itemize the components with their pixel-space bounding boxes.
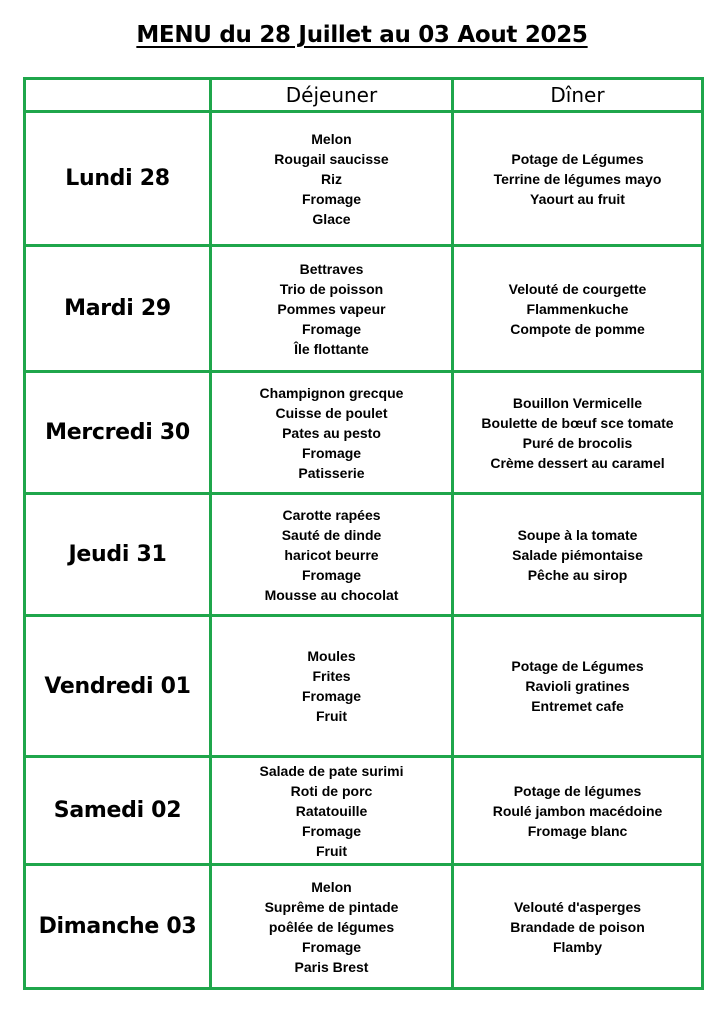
lunch-dish: Mousse au chocolat (264, 586, 399, 603)
dinner-cell (453, 865, 703, 989)
lunch-dish: Fromage (301, 566, 362, 583)
dinner-cell (453, 494, 703, 616)
dinner-cell (453, 372, 703, 494)
dinner-dish: Flammenkuche (526, 300, 629, 317)
dinner-dish: Velouté d'asperges (513, 898, 642, 915)
lunch-dish: Fromage (301, 822, 362, 839)
lunch-dish: Fromage (301, 938, 362, 955)
dinner-dish: Pêche au sirop (527, 566, 628, 583)
lunch-dish: Ratatouille (295, 802, 368, 819)
day-label: Vendredi 01 (25, 616, 211, 757)
dinner-dish: Potage de Légumes (511, 150, 644, 167)
lunch-dish: Patisserie (298, 464, 365, 481)
lunch-dish: Île flottante (294, 340, 369, 357)
lunch-dish: Fromage (301, 190, 362, 207)
lunch-dish: Fromage (301, 444, 362, 461)
lunch-cell (211, 112, 453, 246)
page-title: MENU du 28 Juillet au 03 Aout 2025 (136, 22, 588, 48)
dinner-dish: Boulette de bœuf sce tomate (481, 414, 674, 431)
day-row (25, 757, 703, 865)
lunch-dish: Trio de poisson (279, 280, 384, 297)
lunch-dish: Frites (312, 668, 351, 684)
day-row (25, 865, 703, 989)
lunch-dish: Fromage (301, 688, 362, 704)
day-row (25, 246, 703, 372)
lunch-dish: haricot beurre (284, 546, 379, 563)
dinner-dish: Crème dessert au caramel (490, 454, 665, 471)
lunch-dish: Roti de porc (290, 782, 373, 799)
lunch-dish: Cuisse de poulet (275, 404, 388, 421)
lunch-dish: Bettraves (299, 260, 364, 277)
dinner-dish: Potage de légumes (513, 782, 642, 799)
dinner-dish: Roulé jambon macédoine (492, 802, 663, 819)
day-label: Samedi 02 (25, 757, 211, 865)
dinner-dish: Bouillon Vermicelle (512, 394, 643, 411)
dinner-cell (453, 112, 703, 246)
lunch-cell (211, 757, 453, 865)
lunch-dish: Salade de pate surimi (259, 762, 404, 779)
header-lunch: Déjeuner (211, 79, 453, 112)
lunch-dish: Fromage (301, 320, 362, 337)
day-row (25, 494, 703, 616)
dinner-dish: Potage de Légumes (511, 658, 644, 674)
header-row (25, 79, 703, 112)
day-row (25, 616, 703, 757)
lunch-dish: Fruit (315, 708, 348, 724)
dinner-cell (453, 757, 703, 865)
lunch-dish: Paris Brest (294, 958, 369, 975)
lunch-dish: Melon (311, 130, 352, 147)
lunch-dish: Sauté de dinde (281, 526, 382, 543)
lunch-dish: Glace (312, 210, 351, 227)
day-label: Dimanche 03 (25, 865, 211, 989)
lunch-dish: Carotte rapées (282, 506, 381, 523)
dinner-dish: Ravioli gratines (525, 678, 630, 694)
lunch-dish: Pommes vapeur (277, 300, 386, 317)
day-label: Mercredi 30 (25, 372, 211, 494)
menu-table (23, 77, 704, 990)
lunch-dish: poêlée de légumes (268, 918, 395, 935)
lunch-cell (211, 865, 453, 989)
menu-body (25, 112, 703, 989)
dinner-dish: Yaourt au fruit (530, 190, 625, 207)
dinner-dish: Brandade de poison (510, 918, 645, 935)
dinner-dish: Soupe à la tomate (517, 526, 638, 543)
day-row (25, 112, 703, 246)
dinner-dish: Terrine de légumes mayo (493, 170, 662, 187)
lunch-dish: Suprême de pintade (264, 898, 399, 915)
day-label: Jeudi 31 (25, 494, 211, 616)
dinner-dish: Puré de brocolis (522, 434, 633, 451)
lunch-dish: Melon (311, 878, 352, 895)
lunch-dish: Rougail saucisse (274, 150, 389, 167)
lunch-dish: Pates au pesto (282, 424, 381, 441)
lunch-dish: Riz (321, 170, 342, 187)
lunch-dish: Fruit (315, 842, 348, 859)
header-corner-cell (25, 79, 211, 112)
dinner-dish: Salade piémontaise (512, 546, 643, 563)
lunch-dish: Champignon grecque (259, 384, 404, 401)
day-row (25, 372, 703, 494)
day-label: Lundi 28 (25, 112, 211, 246)
lunch-cell (211, 616, 453, 757)
dinner-cell (453, 246, 703, 372)
dinner-cell (453, 616, 703, 757)
day-label: Mardi 29 (25, 246, 211, 372)
lunch-cell (211, 372, 453, 494)
dinner-dish: Compote de pomme (510, 320, 645, 337)
dinner-dish: Entremet cafe (531, 698, 624, 714)
dinner-dish: Velouté de courgette (508, 280, 647, 297)
lunch-cell (211, 494, 453, 616)
lunch-cell (211, 246, 453, 372)
dinner-dish: Fromage blanc (527, 822, 628, 839)
dinner-dish: Flamby (552, 938, 602, 955)
header-dinner: Dîner (453, 79, 703, 112)
lunch-dish: Moules (307, 648, 356, 664)
